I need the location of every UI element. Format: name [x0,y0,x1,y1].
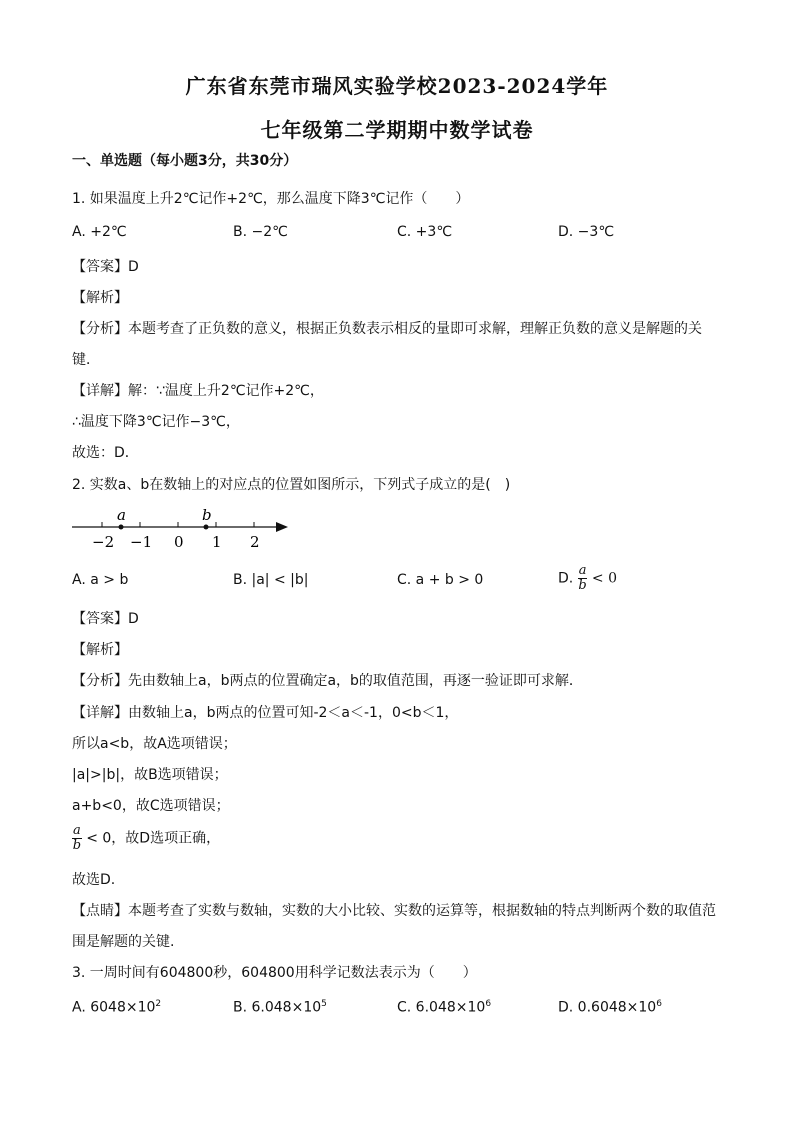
q2-option-d-fraction [578,564,588,593]
q1-option-b: B. −2℃ [233,224,288,240]
fraction-numerator: a [73,823,81,838]
fraction-denominator: b [72,838,82,853]
q1-analysis-line2: 键． [72,352,100,368]
q2-option-d-label: D. [558,570,574,587]
q3-option-c [397,999,491,1016]
q3-option-b-base: B. 6.048×10 [233,999,322,1016]
q2-detail-line5 [72,824,220,853]
point-b-label: b [202,506,212,524]
q1-detail-line1: 【详解】解：∵温度上升2℃记作+2℃， [72,383,324,399]
q2-answer: 【答案】D [72,611,139,627]
q2-option-b: B. |a| < |b| [233,572,309,588]
q3-stem: 3. 一周时间有604800秒，604800用科学记数法表示为（ ） [72,965,477,981]
tick-label-neg2: −2 [92,533,115,551]
q1-detail-line2: ∴温度下降3℃记作−3℃， [72,414,240,430]
point-a-label: a [117,506,126,524]
q2-detail-fraction [72,824,82,853]
q3-option-a-base: A. 6048×10 [72,999,156,1016]
q3-option-c-base: C. 6.048×10 [397,999,486,1016]
q3-option-b-exponent: 5 [321,999,327,1009]
tick-label-1: 1 [212,533,222,551]
q2-option-d [558,564,617,593]
fraction-denominator: b [578,578,587,593]
number-line-arrow [276,522,288,532]
point-b-dot [204,525,209,530]
q1-stem: 1. 如果温度上升2℃记作+2℃，那么温度下降3℃记作（ ） [72,191,470,207]
q2-dianjing-line1: 【点睛】本题考查了实数与数轴，实数的大小比较、实数的运算等，根据数轴的特点判断两个数的取值范 [72,903,716,919]
q1-option-a: A. +2℃ [72,224,127,240]
q2-detail-line4: a+b<0，故C选项错误； [72,798,230,814]
q1-answer: 【答案】D [72,259,139,275]
q3-option-c-exponent: 6 [485,999,492,1009]
q2-option-c: C. a + b > 0 [397,572,484,588]
tick-label-0: 0 [174,533,184,551]
q2-analysis: 【分析】先由数轴上a，b两点的位置确定a，b的取值范围，再逐一验证即可求解． [72,673,583,689]
q2-option-d-tail: < 0 [591,570,617,587]
q2-dianjing-line2: 围是解题的关键. [72,934,175,950]
q1-jiexi-label: 【解析】 [72,290,128,306]
q2-stem: 2. 实数a、b在数轴上的对应点的位置如图所示，下列式子成立的是( ) [72,477,511,493]
tick-label-2: 2 [250,533,260,551]
q2-detail-line2: 所以a<b，故A选项错误； [72,736,237,752]
q2-detail-line5-tail: < 0，故D选项正确， [86,830,221,847]
section-heading: 一、单选题（每小题3分，共30分） [72,153,298,169]
q2-detail-line3: |a|>|b|，故B选项错误； [72,767,228,783]
q2-option-a: A. a > b [72,572,129,588]
q1-analysis-line1: 【分析】本题考查了正负数的意义，根据正负数表示相反的量即可求解，理解正负数的意义是解题的关 [72,321,702,337]
q2-jiexi-label: 【解析】 [72,642,128,658]
point-a-dot [119,525,124,530]
q1-detail-line3: 故选：D． [72,445,139,461]
q2-detail-line6: 故选D. [72,872,116,888]
q3-option-b [233,999,327,1016]
exam-title-line2: 七年级第二学期期中数学试卷 [260,118,534,142]
fraction-numerator: a [578,563,587,578]
q3-option-d-exponent: 6 [656,999,662,1009]
q1-option-d: D. −3℃ [558,224,615,240]
q3-option-a [72,999,161,1016]
q2-detail-line1: 【详解】由数轴上a，b两点的位置可知-2＜a＜-1，0<b＜1， [72,705,459,721]
exam-title-line1: 广东省东莞市瑞风实验学校2023-2024学年 [185,74,609,98]
q3-option-d [558,999,662,1016]
number-line-figure [70,505,300,555]
tick-label-neg1: −1 [130,533,153,551]
q1-option-c: C. +3℃ [397,224,453,240]
q3-option-a-exponent: 2 [155,999,162,1009]
q3-option-d-base: D. 0.6048×10 [558,999,657,1016]
